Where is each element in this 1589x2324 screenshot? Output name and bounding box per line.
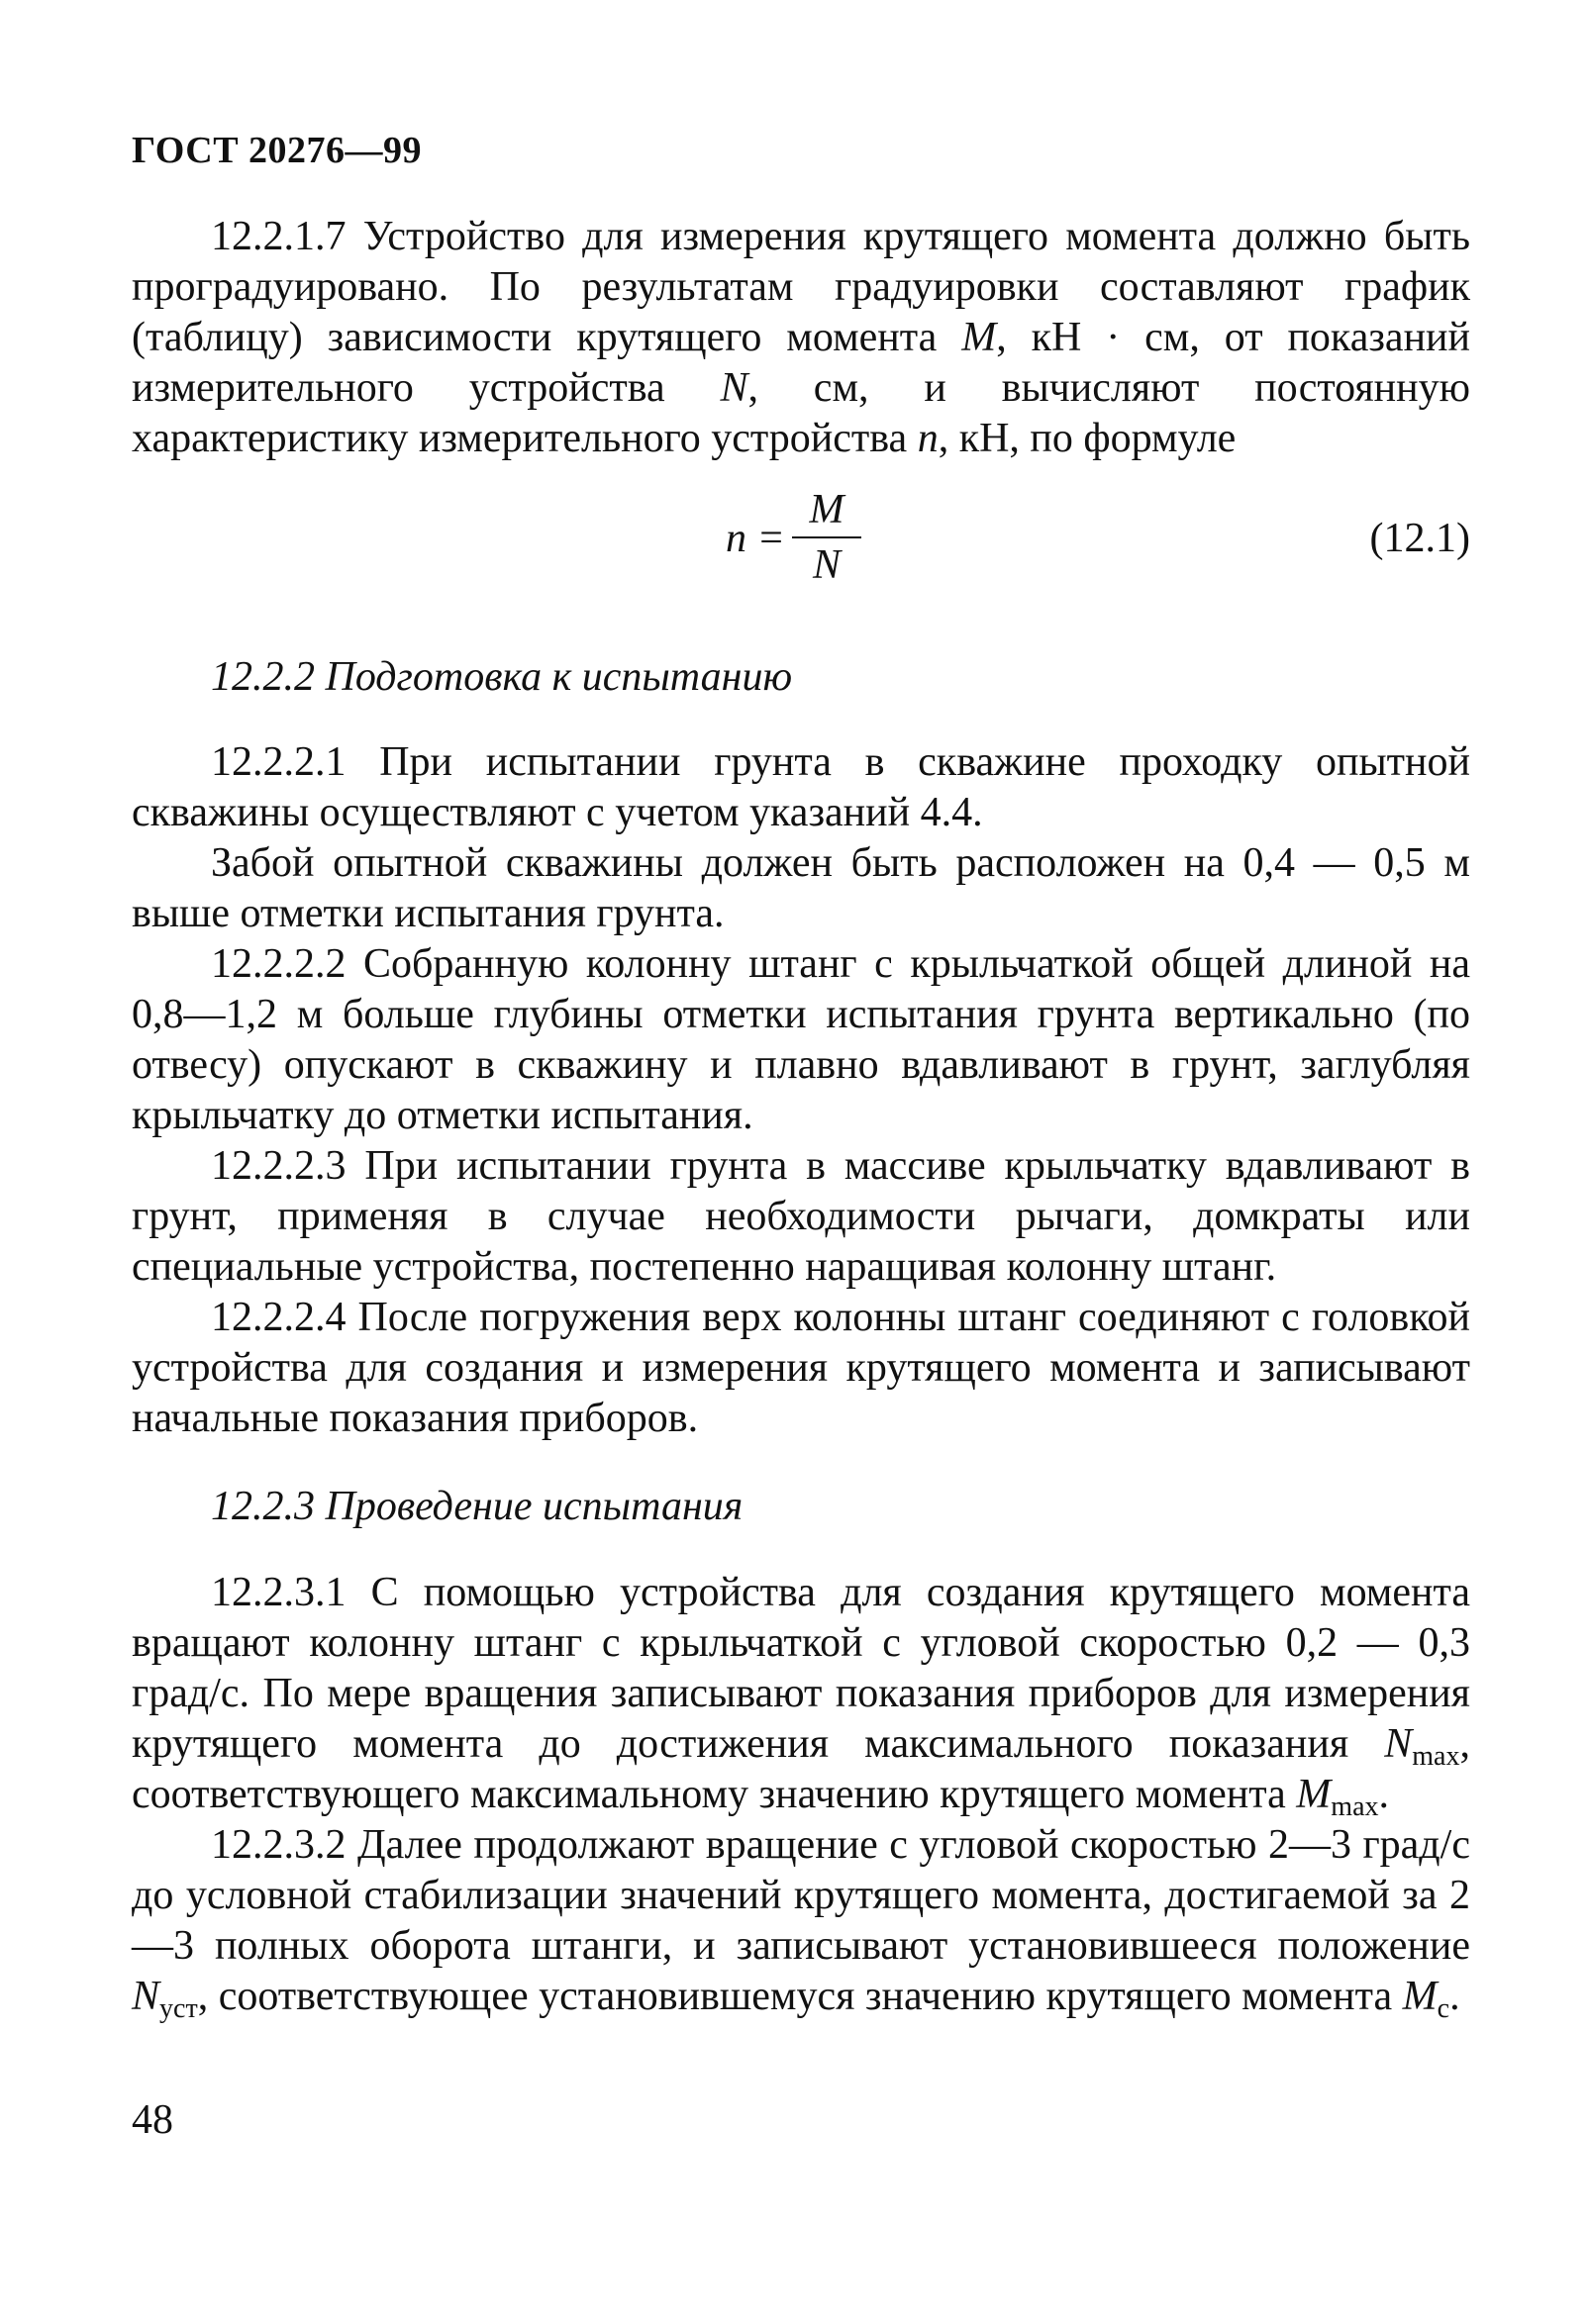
section-12-2-2-body (132, 737, 1470, 1444)
variable-n: N (132, 1974, 160, 2019)
variable-n-lower: n (917, 416, 939, 461)
variable-m: M (1296, 1772, 1332, 1817)
text-run: 12.2.3.2 Далее продолжают вращение с угловой скоростью 2—3 град/с до условной стабилизации значений крутящего момента, достигаемой за 2—3 полных оборота штанги, и записывают установившееся положение (132, 1822, 1470, 1969)
subscript-c: c (1437, 1993, 1450, 2024)
text-run: , соответствующее установившемуся значению крутящего момента (197, 1974, 1403, 2019)
paragraph-12-2-2-3: 12.2.2.3 При испытании грунта в массиве крыльчатку вдавливают в грунт, применяя в случае необходимости рычаги, домкраты или специальные устройства, постепенно наращивая колонну штанг. (132, 1143, 1470, 1290)
subscript-ust: уст (159, 1993, 198, 2024)
document-header: ГОСТ 20276—99 (132, 130, 423, 171)
text-run: , соответствующего максимальному значению крутящего момента (132, 1721, 1470, 1817)
section-title-12-2-3: 12.2.3 Проведение испытания (211, 1484, 744, 1529)
text-run: 12.2.3.1 С помощью устройства для создания крутящего момента вращают колонну штанг с крыльчаткой с угловой скоростью 0,2 — 0,3 град/с. По мере вращения записывают показания приборов для измерения крутящего момента до достижения максимального показания (132, 1570, 1470, 1767)
text-run: , кН, по формуле (938, 416, 1237, 461)
subscript-max: max (1412, 1741, 1460, 1772)
paragraph-12-2-2-4: 12.2.2.4 После погружения верх колонны штанг соединяют с головкой устройства для создания и измерения крутящего момента и записывают начальные показания приборов. (132, 1295, 1470, 1441)
paragraph-12-2-3-1 (132, 1568, 1470, 1820)
text-run: , см, и вычисляют постоянную характеристику измерительного устройства (132, 365, 1470, 461)
variable-m: М (961, 315, 997, 360)
subscript-max: max (1331, 1791, 1379, 1822)
paragraph-12-2-1-7 (132, 212, 1470, 464)
text-run: . (1449, 1974, 1460, 2019)
fraction-bar (792, 536, 861, 538)
formula-lhs: n = (726, 516, 785, 561)
variable-m: M (1402, 1974, 1438, 2019)
paragraph-borehole-bottom: Забой опытной скважины должен быть расположен на 0,4 — 0,5 м выше отметки испытания грунта. (132, 840, 1470, 936)
paragraph-12-2-2-1: 12.2.2.1 При испытании грунта в скважине проходку опытной скважины осуществляют с учетом указаний 4.4. (132, 739, 1470, 835)
text-run: 12.2.1.7 Устройство для измерения крутящего момента должно быть проградуировано. По результатам градуировки составляют график (таблицу) зависимости крутящего момента (132, 214, 1470, 360)
formula-number: (12.1) (1369, 516, 1470, 561)
paragraph-12-2-3-2 (132, 1820, 1470, 2022)
formula-fraction (792, 485, 861, 590)
section-12-2-3-body (132, 1568, 1470, 2022)
formula-12-1 (132, 485, 1470, 594)
page-number: 48 (132, 2097, 173, 2143)
variable-n-upper: N (720, 365, 748, 411)
text-run: , кН · см, от показаний измерительного устройства (132, 315, 1471, 411)
text-run: . (1378, 1772, 1390, 1817)
paragraph-12-2-2-2: 12.2.2.2 Собранную колонну штанг с крыльчаткой общей длиной на 0,8—1,2 м больше глубины отметки испытания грунта вертикально (по отвесу) опускают в скважину и плавно вдавливают в грунт, заглубляя крыльчатку до отметки испытания. (132, 941, 1470, 1138)
variable-n: N (1384, 1721, 1413, 1767)
section-title-12-2-2: 12.2.2 Подготовка к испытанию (211, 654, 793, 700)
formula-denominator: N (812, 542, 841, 588)
formula-numerator: M (809, 487, 844, 533)
paragraph-12-2-1-7-block (132, 212, 1470, 464)
